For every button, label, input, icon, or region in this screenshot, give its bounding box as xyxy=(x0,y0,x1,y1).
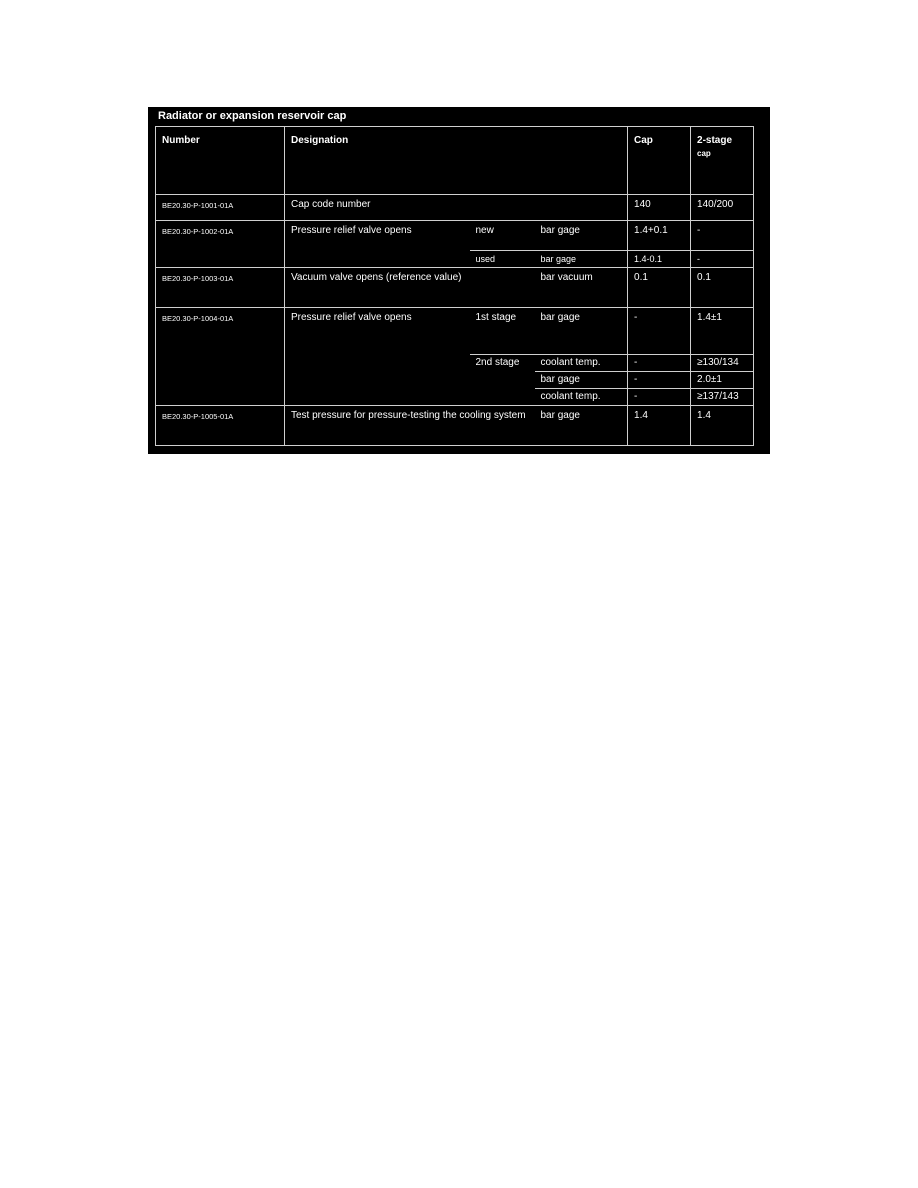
header-number: Number xyxy=(156,127,285,195)
row-two-stage: - xyxy=(691,251,754,268)
row-cap: 1.4+0.1 xyxy=(628,221,691,251)
table-title: Radiator or expansion reservoir cap xyxy=(158,110,347,122)
row-number: BE20.30-P-1002-01A xyxy=(156,221,285,268)
header-two-stage xyxy=(691,127,754,195)
row-unit: bar gage xyxy=(535,251,628,268)
row-two-stage: 2.0±1 xyxy=(691,372,754,389)
table-row xyxy=(156,268,754,308)
header-cap: Cap xyxy=(628,127,691,195)
row-designation: Test pressure for pressure-testing the cooling system xyxy=(285,406,535,446)
row-unit: bar gage xyxy=(535,406,628,446)
header-designation: Designation xyxy=(285,127,628,195)
row-condition: new xyxy=(470,221,535,251)
row-number: BE20.30-P-1004-01A xyxy=(156,308,285,406)
row-designation: Cap code number xyxy=(285,195,628,221)
row-unit: bar gage xyxy=(535,308,628,355)
table-row xyxy=(156,406,754,446)
row-designation: Pressure relief valve opens xyxy=(285,308,470,406)
row-cap: - xyxy=(628,308,691,355)
row-number: BE20.30-P-1001-01A xyxy=(156,195,285,221)
row-condition: 2nd stage xyxy=(470,355,535,406)
row-unit: coolant temp. xyxy=(535,389,628,406)
cap-spec-table xyxy=(155,126,754,446)
row-designation: Pressure relief valve opens xyxy=(285,221,470,268)
row-unit: bar vacuum xyxy=(535,268,628,308)
row-cap: 1.4 xyxy=(628,406,691,446)
table-row xyxy=(156,308,754,355)
row-number: BE20.30-P-1003-01A xyxy=(156,268,285,308)
table-row xyxy=(156,221,754,251)
row-two-stage: 140/200 xyxy=(691,195,754,221)
row-cap: 140 xyxy=(628,195,691,221)
row-two-stage: ≥130/134 xyxy=(691,355,754,372)
row-number: BE20.30-P-1005-01A xyxy=(156,406,285,446)
row-unit: bar gage xyxy=(535,221,628,251)
row-two-stage: 1.4 xyxy=(691,406,754,446)
row-cap: 0.1 xyxy=(628,268,691,308)
row-unit: bar gage xyxy=(535,372,628,389)
row-two-stage: 0.1 xyxy=(691,268,754,308)
header-two-stage-label: 2-stage xyxy=(697,135,733,146)
row-cap: - xyxy=(628,372,691,389)
row-two-stage: - xyxy=(691,221,754,251)
row-designation: Vacuum valve opens (reference value) xyxy=(285,268,535,308)
row-two-stage: 1.4±1 xyxy=(691,308,754,355)
row-cap: 1.4-0.1 xyxy=(628,251,691,268)
row-condition: used xyxy=(470,251,535,268)
row-condition: 1st stage xyxy=(470,308,535,355)
header-two-stage-sub: cap xyxy=(697,149,711,158)
row-cap: - xyxy=(628,355,691,372)
row-unit: coolant temp. xyxy=(535,355,628,372)
table-row xyxy=(156,195,754,221)
header-row xyxy=(156,127,754,195)
row-two-stage: ≥137/143 xyxy=(691,389,754,406)
row-cap: - xyxy=(628,389,691,406)
cap-spec-panel xyxy=(148,107,770,454)
